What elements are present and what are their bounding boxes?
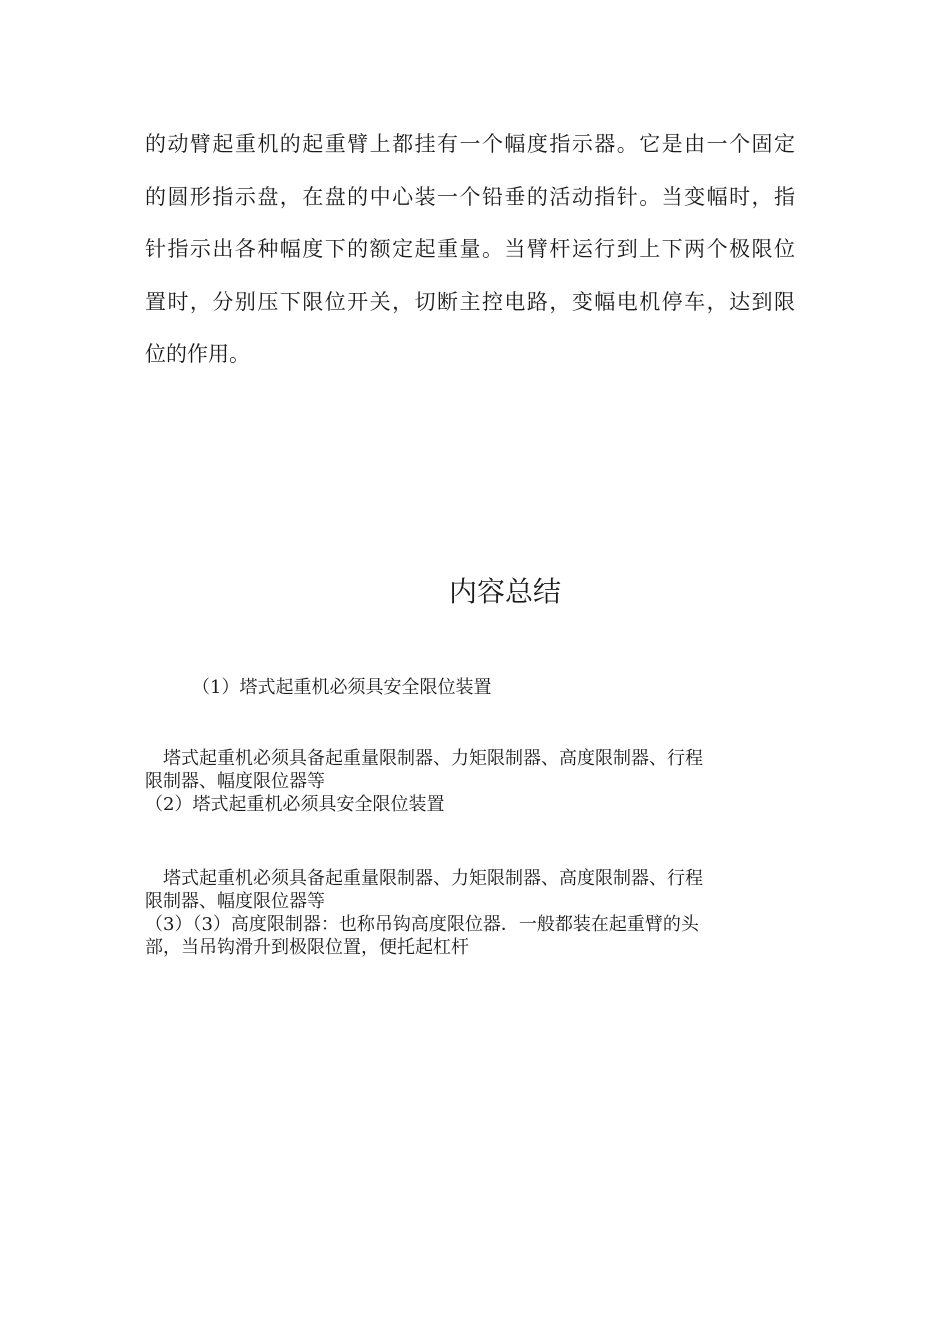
block-1-line-2: 限制器、幅度限位器等 bbox=[145, 771, 325, 792]
item-3-line-1: （3）（3）高度限制器：也称吊钩高度限位器．一般都装在起重臂的头 bbox=[145, 914, 699, 935]
summary-title: 内容总结 bbox=[448, 575, 561, 608]
block-2-line-1: 塔式起重机必须具备起重量限制器、力矩限制器、高度限制器、行程 bbox=[163, 868, 703, 889]
intro-line: 的圆形指示盘，在盘的中心装一个铅垂的活动指针。当变幅时，指 bbox=[145, 184, 795, 209]
summary-block-1 bbox=[145, 747, 795, 816]
intro-line: 针指示出各种幅度下的额定起重量。当臂杆运行到上下两个极限位 bbox=[145, 237, 795, 261]
item-1-heading: （1）塔式起重机必须具安全限位装置 bbox=[192, 677, 492, 698]
intro-line: 位的作用。 bbox=[145, 342, 250, 366]
intro-line: 置时，分别压下限位开关，切断主控电路，变幅电机停车，达到限 bbox=[145, 289, 795, 314]
item-2-heading: （2）塔式起重机必须具安全限位装置 bbox=[145, 794, 445, 815]
summary-block-2 bbox=[145, 867, 795, 959]
block-2-line-2: 限制器、幅度限位器等 bbox=[145, 891, 325, 912]
block-1-line-1: 塔式起重机必须具备起重量限制器、力矩限制器、高度限制器、行程 bbox=[163, 748, 703, 769]
intro-paragraph bbox=[145, 118, 795, 381]
intro-line: 的动臂起重机的起重臂上都挂有一个幅度指示器。它是由一个固定 bbox=[145, 132, 795, 156]
item-3-line-2: 部，当吊钩滑升到极限位置，便托起杠杆 bbox=[145, 937, 469, 958]
